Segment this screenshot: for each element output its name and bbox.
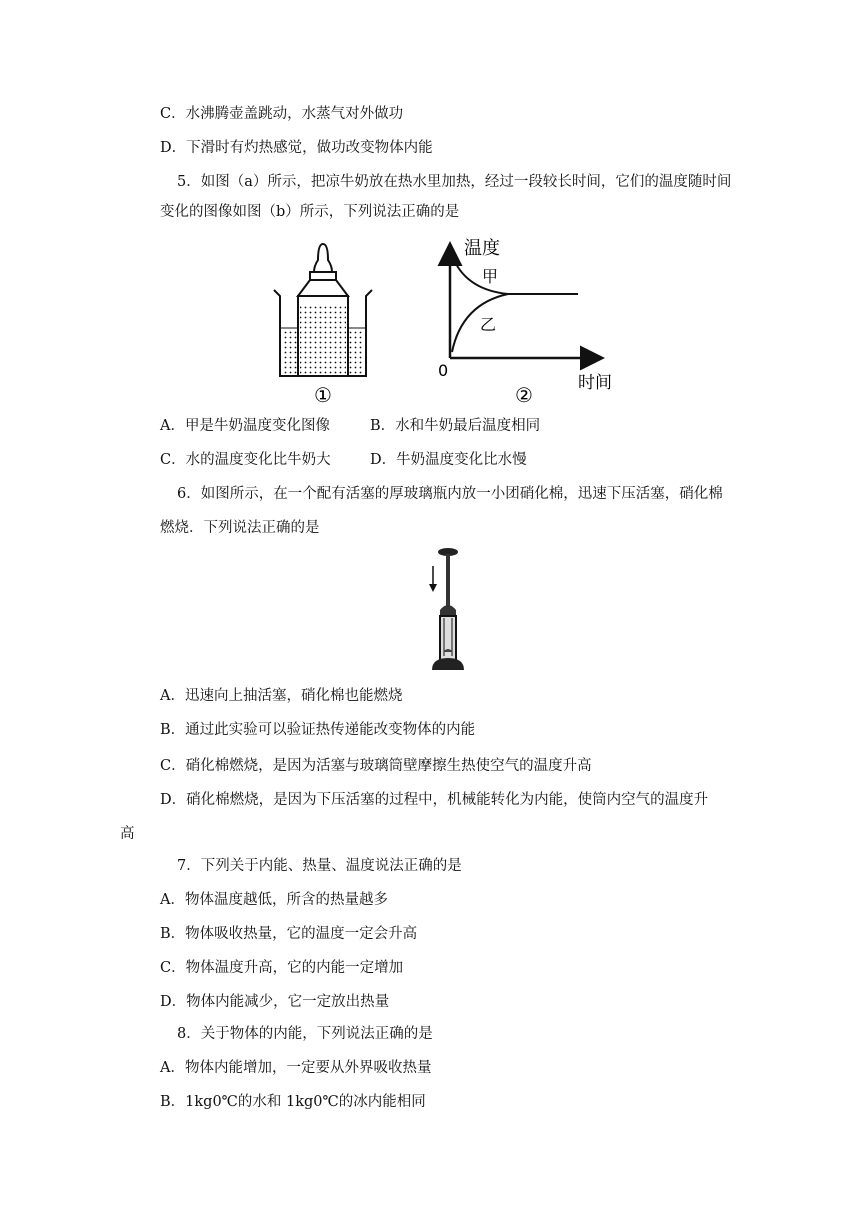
q7-option-d: D．物体内能减少，它一定放出热量 xyxy=(160,994,390,1010)
q5-option-b: B．水和牛奶最后温度相同 xyxy=(370,418,541,434)
graph-xlabel: 时间 xyxy=(578,373,612,393)
q7-option-c: C．物体温度升高，它的内能一定增加 xyxy=(160,960,404,976)
q8-option-b: B．1kg0℃的水和 1kg0℃的冰内能相同 xyxy=(160,1094,426,1110)
q6-stem-line2: 燃烧．下列说法正确的是 xyxy=(160,520,320,536)
q5-option-c: C．水的温度变化比牛奶大 xyxy=(160,452,331,468)
q5-option-a: A．甲是牛奶温度变化图像 xyxy=(160,418,330,434)
q6-option-d-line1: D．硝化棉燃烧，是因为下压活塞的过程中，机械能转化为内能，使筒内空气的温度升 xyxy=(160,792,709,808)
q7-stem: 7．下列关于内能、热量、温度说法正确的是 xyxy=(177,858,462,874)
graph-curve-b: 乙 xyxy=(480,315,497,334)
q4-option-c: C．水沸腾壶盖跳动，水蒸气对外做功 xyxy=(160,106,404,122)
q7-option-b: B．物体吸收热量，它的温度一定会升高 xyxy=(160,926,418,942)
q4-option-d: D．下滑时有灼热感觉，做功改变物体内能 xyxy=(160,140,433,156)
q5-stem-line2: 变化的图像如图（b）所示，下列说法正确的是 xyxy=(160,204,460,220)
q6-option-c: C．硝化棉燃烧，是因为活塞与玻璃筒壁摩擦生热使空气的温度升高 xyxy=(160,758,592,774)
q7-option-a: A．物体温度越低，所含的热量越多 xyxy=(160,892,388,908)
q8-option-a: A．物体内能增加，一定要从外界吸收热量 xyxy=(160,1060,432,1076)
q6-stem-line1: 6．如图所示，在一个配有活塞的厚玻璃瓶内放一小团硝化棉，迅速下压活塞，硝化棉 xyxy=(177,486,723,502)
graph-ylabel: 温度 xyxy=(464,238,500,259)
q6-option-b: B．通过此实验可以验证热传递能改变物体的内能 xyxy=(160,722,476,738)
fig1-label: ① xyxy=(314,383,332,405)
q6-figure-piston xyxy=(426,546,466,672)
fig2-label: ② xyxy=(515,383,533,407)
q6-option-d-line2: 高 xyxy=(120,826,135,842)
graph-curve-a: 甲 xyxy=(482,267,499,286)
q5-figure-graph xyxy=(428,232,628,407)
graph-origin: 0 xyxy=(438,361,449,380)
q5-stem-line1: 5．如图（a）所示，把凉牛奶放在热水里加热，经过一段较长时间，它们的温度随时间 xyxy=(177,174,732,190)
q6-option-a: A．迅速向上抽活塞，硝化棉也能燃烧 xyxy=(160,688,403,704)
q5-option-d: D．牛奶温度变化比水慢 xyxy=(370,452,527,468)
q8-stem: 8．关于物体的内能，下列说法正确的是 xyxy=(177,1026,433,1042)
q5-figure-beaker xyxy=(268,240,378,405)
